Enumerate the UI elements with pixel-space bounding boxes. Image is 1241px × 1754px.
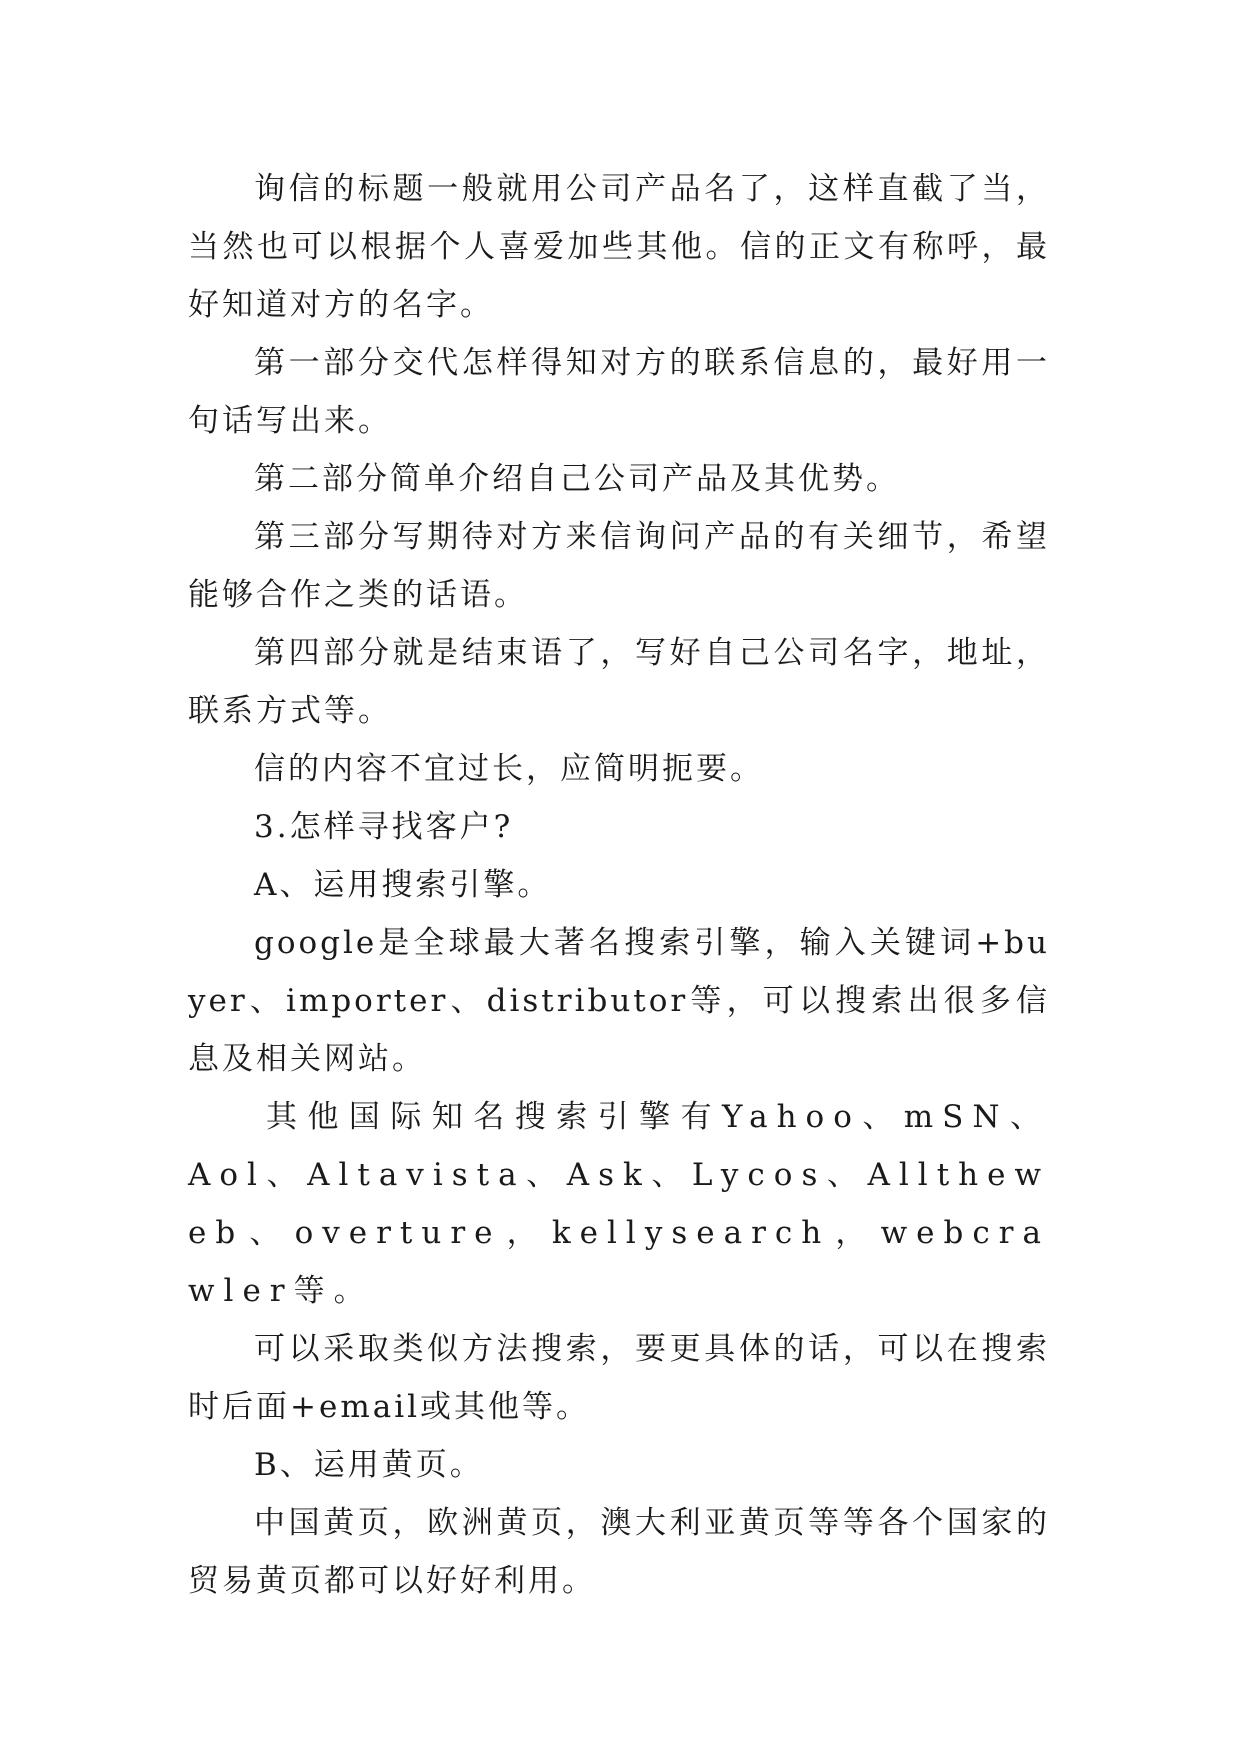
paragraph-part-one: 第一部分交代怎样得知对方的联系信息的，最好用一句话写出来。 xyxy=(188,345,1050,439)
paragraph-yellow-pages: 中国黄页，欧洲黄页，澳大利亚黄页等等各个国家的贸易黄页都可以好好利用。 xyxy=(188,1505,1050,1599)
section-heading-find-customers: 3.怎样寻找客户? xyxy=(254,809,514,845)
paragraph-other-engines: 其他国际知名搜索引擎有Yahoo、mSN、Aol、Altavista、Ask、Lycos、Alltheweb、overture，kellysearch，webcrawler等。 xyxy=(188,1099,1050,1309)
paragraph-part-two: 第二部分简单介绍自己公司产品及其优势。 xyxy=(254,461,900,497)
document-body xyxy=(188,160,1050,1610)
subheading-search-engines: A、运用搜索引擎。 xyxy=(254,867,552,903)
paragraph-search-method: 可以采取类似方法搜索，要更具体的话，可以在搜索时后面+email或其他等。 xyxy=(188,1331,1050,1425)
paragraph-google: google是全球最大著名搜索引擎，输入关键词+buyer、importer、distributor等，可以搜索出很多信息及相关网站。 xyxy=(188,925,1050,1077)
paragraph-inquiry-title: 询信的标题一般就用公司产品名了，这样直截了当，当然也可以根据个人喜爱加些其他。信的正文有称呼，最好知道对方的名字。 xyxy=(188,171,1050,323)
subheading-yellow-pages: B、运用黄页。 xyxy=(254,1447,484,1483)
paragraph-part-four: 第四部分就是结束语了，写好自己公司名字，地址，联系方式等。 xyxy=(188,635,1050,729)
paragraph-brevity: 信的内容不宜过长，应简明扼要。 xyxy=(254,751,764,787)
paragraph-part-three: 第三部分写期待对方来信询问产品的有关细节，希望能够合作之类的话语。 xyxy=(188,519,1050,613)
